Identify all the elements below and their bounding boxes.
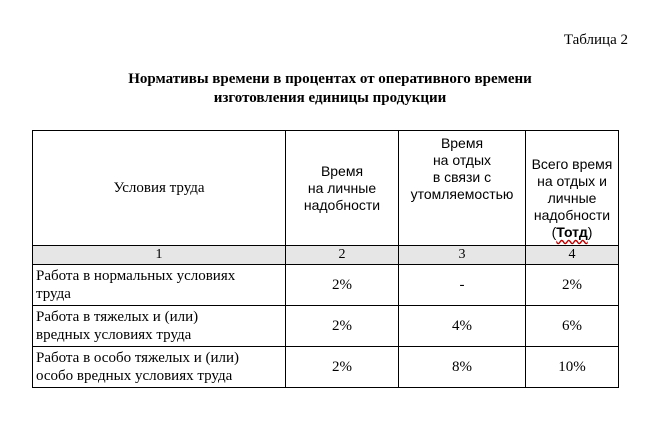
table-label: Таблица 2: [563, 32, 628, 48]
condition-line: вредных условиях труда: [36, 327, 192, 343]
condition-line: особо вредных условиях труда: [36, 368, 233, 384]
column-number: 4: [526, 246, 619, 265]
condition-line: Работа в особо тяжелых и (или): [36, 350, 240, 366]
table-row: [33, 347, 619, 388]
total-paren-close: ): [587, 224, 593, 240]
personal-cell: 2%: [286, 265, 399, 306]
header-personal: [286, 131, 399, 246]
table-title-line-1: Нормативы времени в процентах от оперативного времени: [128, 71, 532, 87]
table-row: [33, 265, 619, 306]
condition-line: труда: [36, 286, 71, 302]
header-rest-line: Время: [440, 135, 484, 151]
header-personal-line: надобности: [303, 196, 381, 213]
header-rest-line: в связи с: [432, 169, 492, 185]
condition-line: Работа в нормальных условиях: [36, 268, 236, 284]
header-row: [33, 131, 619, 246]
header-rest-line: утомляемостью: [410, 186, 514, 202]
column-number: 1: [33, 246, 286, 265]
condition-line: Работа в тяжелых и (или): [36, 309, 199, 325]
condition-cell: [33, 347, 286, 388]
header-total-line: на отдых и: [537, 173, 607, 189]
header-personal-line: на личные: [307, 179, 377, 196]
total-paren-open: (: [551, 224, 557, 240]
header-total: [526, 131, 619, 246]
total-cell: 6%: [526, 306, 619, 347]
header-total-line: личные: [547, 190, 597, 206]
personal-cell: 2%: [286, 306, 399, 347]
header-total-line: Всего время: [531, 156, 613, 172]
total-symbol: Тотд: [556, 224, 588, 240]
header-total-line: надобности: [533, 207, 611, 223]
condition-cell: [33, 306, 286, 347]
header-rest-line: на отдых: [432, 152, 492, 168]
rest-cell: 8%: [399, 347, 526, 388]
header-rest: [399, 131, 526, 246]
table-title-line-2: изготовления единицы продукции: [213, 90, 447, 106]
condition-cell: [33, 265, 286, 306]
header-conditions: [33, 131, 286, 246]
rest-cell: 4%: [399, 306, 526, 347]
personal-cell: 2%: [286, 347, 399, 388]
norms-table: [32, 130, 619, 388]
column-number: 3: [399, 246, 526, 265]
total-cell: 10%: [526, 347, 619, 388]
header-total-symbol-line: [529, 224, 615, 241]
header-conditions-label: Условия труда: [113, 179, 205, 196]
total-cell: 2%: [526, 265, 619, 306]
column-number: 2: [286, 246, 399, 265]
rest-cell: -: [399, 265, 526, 306]
header-personal-line: Время: [320, 162, 364, 179]
table-title: [0, 70, 660, 108]
table-row: [33, 306, 619, 347]
column-number-row: [33, 246, 619, 265]
